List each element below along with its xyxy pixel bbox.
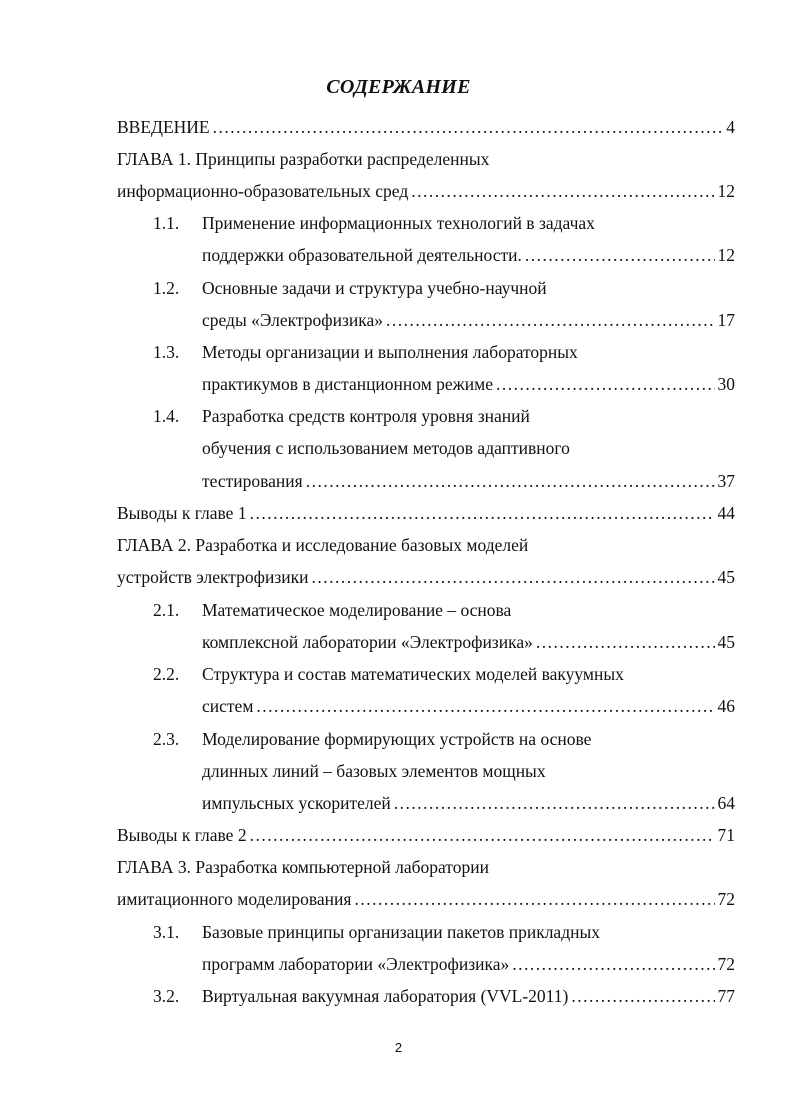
toc-page-number: 72 [717, 889, 735, 909]
toc-entry-1-2-line-1[interactable] [202, 278, 735, 304]
toc-entry-text: Основные задачи и структура учебно-научной [202, 278, 547, 298]
toc-entry-text: информационно-образовательных сред [117, 181, 409, 201]
toc-entry-text: ГЛАВА 1. Принципы разработки распределенных [117, 149, 490, 169]
section-number: 1.2. [153, 278, 180, 298]
toc-page-number: 44 [717, 503, 735, 523]
toc-entry-text: ГЛАВА 2. Разработка и исследование базовых моделей [117, 535, 529, 555]
toc-entry-text: Выводы к главе 1 [117, 503, 247, 523]
toc-entry-text: систем [202, 696, 254, 716]
toc-page-number: 45 [717, 632, 735, 652]
toc-page-number: 17 [717, 310, 735, 330]
toc-entry-text: длинных линий – базовых элементов мощных [202, 761, 546, 781]
toc-entry-text: ГЛАВА 3. Разработка компьютерной лаборатории [117, 857, 489, 877]
toc-entry-1-4-line-2[interactable] [202, 438, 735, 464]
toc-entry-3-1-line-1[interactable] [202, 922, 735, 948]
section-number: 2.1. [153, 600, 180, 620]
dot-leader [250, 825, 715, 846]
toc-entry-text: практикумов в дистанционном режиме [202, 374, 493, 394]
toc-entry-text: Применение информационных технологий в задачах [202, 213, 595, 233]
toc-entry-chapter-2-line-2[interactable] [117, 567, 735, 593]
toc-entry-text: устройств электрофизики [117, 567, 309, 587]
toc-entry-1-2-line-2[interactable] [202, 310, 735, 336]
toc-entry-1-4-line-1[interactable] [202, 406, 735, 432]
toc-entry-chapter-1-line-1[interactable] [117, 149, 735, 175]
toc-entry-text: тестирования [202, 471, 303, 491]
section-number: 2.2. [153, 664, 180, 684]
dot-leader [394, 793, 715, 814]
toc-entry-1-1-line-2[interactable] [202, 245, 735, 271]
toc-page-number: 64 [717, 793, 735, 813]
section-number: 2.3. [153, 729, 180, 749]
toc-page-number: 30 [717, 374, 735, 394]
toc-page-number: 71 [717, 825, 735, 845]
toc-page-number: 37 [717, 471, 735, 491]
toc-entry-3-1-line-2[interactable] [202, 954, 735, 980]
toc-entry-1-1-line-1[interactable] [202, 213, 735, 239]
dot-leader [213, 117, 724, 138]
toc-entry-chapter-1-line-2[interactable] [117, 181, 735, 207]
toc-entry-2-3-line-2[interactable] [202, 761, 735, 787]
toc-entry-text: Моделирование формирующих устройств на основе [202, 729, 592, 749]
section-number: 3.2. [153, 986, 180, 1006]
toc-entry-conclusions-2[interactable] [117, 825, 735, 851]
toc-entry-2-1-line-2[interactable] [202, 632, 735, 658]
section-number: 1.1. [153, 213, 180, 233]
dot-leader [386, 310, 714, 331]
dot-leader [256, 696, 714, 717]
dot-leader [250, 503, 715, 524]
toc-entry-text: обучения с использованием методов адаптивного [202, 438, 570, 458]
toc-page-number: 4 [726, 117, 735, 137]
toc-page-number: 46 [717, 696, 735, 716]
dot-leader [306, 471, 715, 492]
toc-entry-intro[interactable] [117, 117, 735, 143]
toc-entry-chapter-3-line-2[interactable] [117, 889, 735, 915]
toc-entry-1-3-line-2[interactable] [202, 374, 735, 400]
toc-entry-text: комплексной лаборатории «Электрофизика» [202, 632, 533, 652]
toc-entry-1-3-line-1[interactable] [202, 342, 735, 368]
toc-entry-2-2-line-2[interactable] [202, 696, 735, 722]
toc-page-number: 12 [717, 245, 735, 265]
toc-entry-text: Выводы к главе 2 [117, 825, 247, 845]
toc-entry-2-3-line-3[interactable] [202, 793, 735, 819]
toc-entry-text: Базовые принципы организации пакетов прикладных [202, 922, 600, 942]
toc-entry-text: имитационного моделирования [117, 889, 352, 909]
dot-leader [496, 374, 715, 395]
toc-entry-text: Разработка средств контроля уровня знаний [202, 406, 530, 426]
dot-leader [571, 986, 714, 1007]
toc-entry-text: среды «Электрофизика» [202, 310, 384, 330]
toc-page-number: 77 [717, 986, 735, 1006]
toc-page-number: 45 [717, 567, 735, 587]
dot-leader [512, 954, 714, 975]
toc-entry-text: Виртуальная вакуумная лаборатория (VVL-2011) [202, 986, 569, 1006]
toc-entry-text: поддержки образовательной деятельности. [202, 245, 522, 265]
toc-entry-1-4-line-3[interactable] [202, 471, 735, 497]
toc-page-number: 72 [717, 954, 735, 974]
toc-entry-text: Методы организации и выполнения лабораторных [202, 342, 578, 362]
dot-leader [354, 889, 714, 910]
section-number: 1.3. [153, 342, 180, 362]
page-number: 2 [394, 1040, 403, 1055]
toc-entry-text: Структура и состав математических моделей вакуумных [202, 664, 624, 684]
dot-leader [411, 181, 714, 202]
toc-title: СОДЕРЖАНИЕ [326, 76, 471, 98]
toc-page-number: 12 [717, 181, 735, 201]
dot-leader [525, 245, 715, 266]
toc-entry-text: программ лаборатории «Электрофизика» [202, 954, 510, 974]
toc-entry-2-1-line-1[interactable] [202, 600, 735, 626]
dot-leader [536, 632, 715, 653]
toc-entry-chapter-2-line-1[interactable] [117, 535, 735, 561]
toc-entry-2-3-line-1[interactable] [202, 729, 735, 755]
section-number: 1.4. [153, 406, 180, 426]
toc-entry-text: импульсных ускорителей [202, 793, 391, 813]
toc-entry-text: ВВЕДЕНИЕ [117, 117, 210, 137]
toc-entry-text: Математическое моделирование – основа [202, 600, 512, 620]
dot-leader [311, 567, 714, 588]
toc-entry-chapter-3-line-1[interactable] [117, 857, 735, 883]
toc-entry-conclusions-1[interactable] [117, 503, 735, 529]
toc-entry-3-2[interactable] [202, 986, 735, 1012]
toc-entry-2-2-line-1[interactable] [202, 664, 735, 690]
section-number: 3.1. [153, 922, 180, 942]
